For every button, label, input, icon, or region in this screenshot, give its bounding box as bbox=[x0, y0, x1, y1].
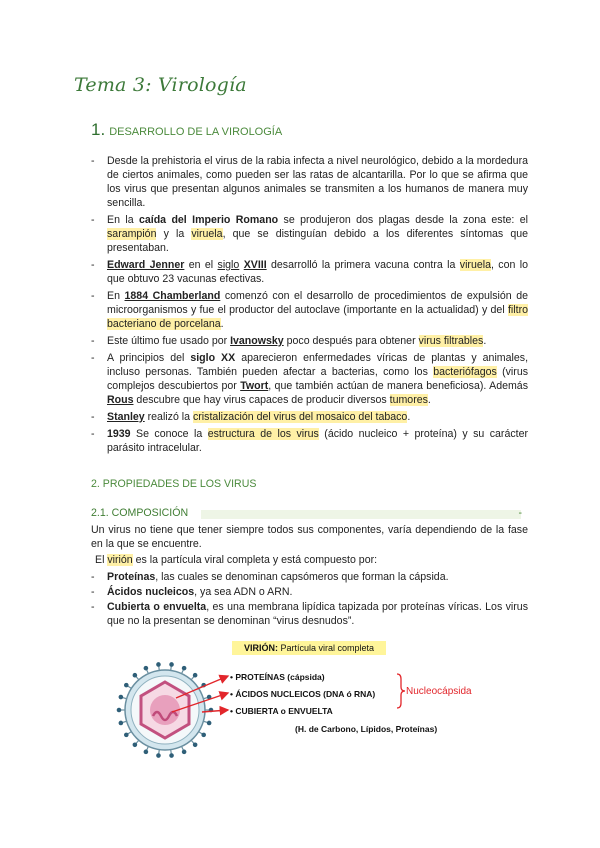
section-1-number: 1. bbox=[91, 120, 106, 139]
section-2-1-heading-row bbox=[91, 507, 528, 521]
envelope-spike-head bbox=[117, 708, 122, 713]
nucleocapsid-bracket bbox=[397, 674, 405, 708]
envelope-composition-note: (H. de Carbono, Lípidos, Proteínas) bbox=[295, 724, 438, 734]
envelope-spike-head bbox=[133, 673, 138, 678]
envelope-spike-head bbox=[133, 742, 138, 747]
highlighted-text: filtro bacteriano de porcelana bbox=[107, 304, 528, 330]
envelope-spike-head bbox=[124, 683, 129, 688]
text: , que se distinguían debido a los diferentes síntomas que presentaban. bbox=[107, 228, 529, 254]
label-envelope: • CUBIERTA o ENVUELTA bbox=[230, 706, 333, 716]
text: poco después para obtener bbox=[283, 335, 419, 347]
bold-text: Twort bbox=[240, 380, 269, 392]
text: A principios del bbox=[107, 352, 191, 364]
envelope-spike-head bbox=[156, 662, 161, 667]
virion-diagram bbox=[110, 660, 480, 765]
text: , es una membrana lipídica tapizada por proteínas víricas. Los virus que no la presentan se denominan “virus desnudos”. bbox=[107, 601, 529, 627]
text: , con lo que obtuvo 23 vacunas efectivas. bbox=[107, 259, 528, 285]
highlighted-text: bacteriófagos bbox=[433, 366, 497, 378]
highlighted-text: virus filtrables bbox=[418, 335, 484, 347]
document-title: Tema 3: Virología bbox=[74, 74, 247, 96]
list-item bbox=[91, 258, 528, 286]
heading-shade bbox=[201, 510, 521, 519]
section-1-heading bbox=[91, 120, 282, 140]
list-item bbox=[91, 351, 528, 407]
bold-text: Stanley bbox=[107, 411, 145, 423]
bold-text: caída del Imperio Romano bbox=[138, 214, 279, 226]
envelope-spike-head bbox=[119, 721, 124, 726]
list-item bbox=[91, 289, 528, 331]
underlined-text: siglo bbox=[217, 259, 240, 271]
section-1-text: DESARROLLO DE LA VIROLOGÍA bbox=[109, 126, 283, 138]
section-2-heading: 2. PROPIEDADES DE LOS VIRUS bbox=[91, 478, 257, 490]
bold-text: Cubierta o envuelta bbox=[107, 601, 207, 613]
list-item bbox=[91, 213, 528, 255]
text: . bbox=[483, 335, 487, 347]
envelope-spike-head bbox=[124, 733, 129, 738]
envelope-spike-head bbox=[144, 666, 149, 671]
paragraph-composition: Un virus no tiene que tener siempre todos sus componentes, varía dependiendo de la fase en la que se encuentre. bbox=[91, 524, 528, 550]
text: aparecieron enfermedades víricas de plantas y animales, incluso personas. También pueden afectar a bacterias, como los bbox=[107, 352, 529, 378]
section-2-1-heading: 2.1. COMPOSICIÓN bbox=[91, 507, 192, 519]
bold-text: Rous bbox=[107, 394, 134, 406]
list-item bbox=[91, 600, 528, 628]
bold-text: siglo XX bbox=[190, 352, 236, 364]
highlighted-text: sarampión bbox=[107, 228, 157, 240]
highlighted-text: virión bbox=[107, 554, 133, 566]
figure-title-bold: VIRIÓN: bbox=[243, 643, 278, 653]
text: se produjeron dos plagas desde la zona este: el bbox=[278, 214, 529, 226]
bold-text: Edward Jenner bbox=[107, 259, 185, 271]
bold-text: Ácidos nucleicos bbox=[107, 586, 195, 598]
envelope-spike-head bbox=[201, 733, 206, 738]
list-item bbox=[91, 570, 528, 584]
item-text: Desde la prehistoria el virus de la rabia infecta a nivel neurológico, debido a la mordedura de ciertos animales, como pueden ser las ratas de alcantarilla. Por lo que se afirma que los virus que presentan algunos animales se transmiten a los humanos de manera muy sencilla. bbox=[107, 155, 528, 209]
text: , que también actúan de manera beneficiosa). Además bbox=[268, 380, 528, 392]
envelope-spike-head bbox=[144, 750, 149, 755]
text: , ya sea ADN o ARN. bbox=[194, 586, 293, 598]
list-item bbox=[91, 154, 528, 210]
text: y la bbox=[156, 228, 192, 240]
text: . bbox=[220, 318, 224, 330]
text: En bbox=[107, 290, 125, 302]
envelope-spike-head bbox=[169, 662, 174, 667]
bold-text: XVIII bbox=[243, 259, 267, 271]
text: en el bbox=[184, 259, 218, 271]
list-item bbox=[91, 334, 528, 348]
envelope-spike-head bbox=[182, 666, 187, 671]
envelope-spike-head bbox=[182, 750, 187, 755]
bold-text: Ivanowsky bbox=[230, 335, 284, 347]
heading-dash: - bbox=[518, 507, 522, 519]
envelope-spike-head bbox=[207, 721, 212, 726]
text: es la partícula viral completa y está compuesto por: bbox=[132, 554, 378, 566]
text: realizó la bbox=[144, 411, 193, 423]
components-list bbox=[91, 570, 528, 629]
nucleocapsid-label: Nucleocápsida bbox=[406, 686, 472, 697]
text: , las cuales se denominan capsómeros que forman la cápsida. bbox=[155, 571, 449, 583]
figure-title bbox=[232, 641, 386, 655]
text: . bbox=[427, 394, 431, 406]
text: . bbox=[407, 411, 411, 423]
highlighted-text: viruela bbox=[459, 259, 491, 271]
list-item bbox=[91, 585, 528, 599]
label-proteins: • PROTEÍNAS (cápsida) bbox=[230, 672, 325, 682]
envelope-spike-head bbox=[156, 753, 161, 758]
history-list bbox=[91, 154, 528, 458]
text: Este último fue usado por bbox=[107, 335, 231, 347]
text: desarrolló la primera vacuna contra la bbox=[266, 259, 460, 271]
envelope-spike-head bbox=[119, 695, 124, 700]
text: Se conoce la bbox=[130, 428, 208, 440]
bold-text: Proteínas bbox=[107, 571, 156, 583]
text: comenzó con el desarrollo de procedimientos de expulsión de microorganismos y fue el productor del autoclave (importante en la actualidad) y del bbox=[107, 290, 528, 316]
text: (virus complejos descubiertos por bbox=[107, 366, 529, 392]
text: En la bbox=[107, 214, 139, 226]
text: descubre que hay virus capaces de producir diversos bbox=[133, 394, 390, 406]
text: (ácido nucleico + proteína) y su carácter parásito intracelular. bbox=[107, 428, 528, 454]
highlighted-text: cristalización del virus del mosaico del tabaco bbox=[192, 411, 408, 423]
bold-text: 1939 bbox=[107, 428, 131, 440]
envelope-spike-head bbox=[193, 742, 198, 747]
text: El bbox=[95, 554, 108, 566]
paragraph-virion bbox=[95, 553, 532, 567]
figure-title-rest: Partícula viral completa bbox=[277, 643, 375, 653]
label-nucleic-acids: • ÁCIDOS NUCLEICOS (DNA ó RNA) bbox=[230, 689, 376, 699]
list-item bbox=[91, 410, 528, 424]
list-item bbox=[91, 427, 528, 455]
highlighted-text: tumores bbox=[389, 394, 428, 406]
highlighted-text: viruela bbox=[191, 228, 223, 240]
highlighted-text: estructura de los virus bbox=[207, 428, 319, 440]
envelope-spike-head bbox=[169, 753, 174, 758]
bold-text: 1884 Chamberland bbox=[124, 290, 221, 302]
envelope-spike-head bbox=[193, 673, 198, 678]
